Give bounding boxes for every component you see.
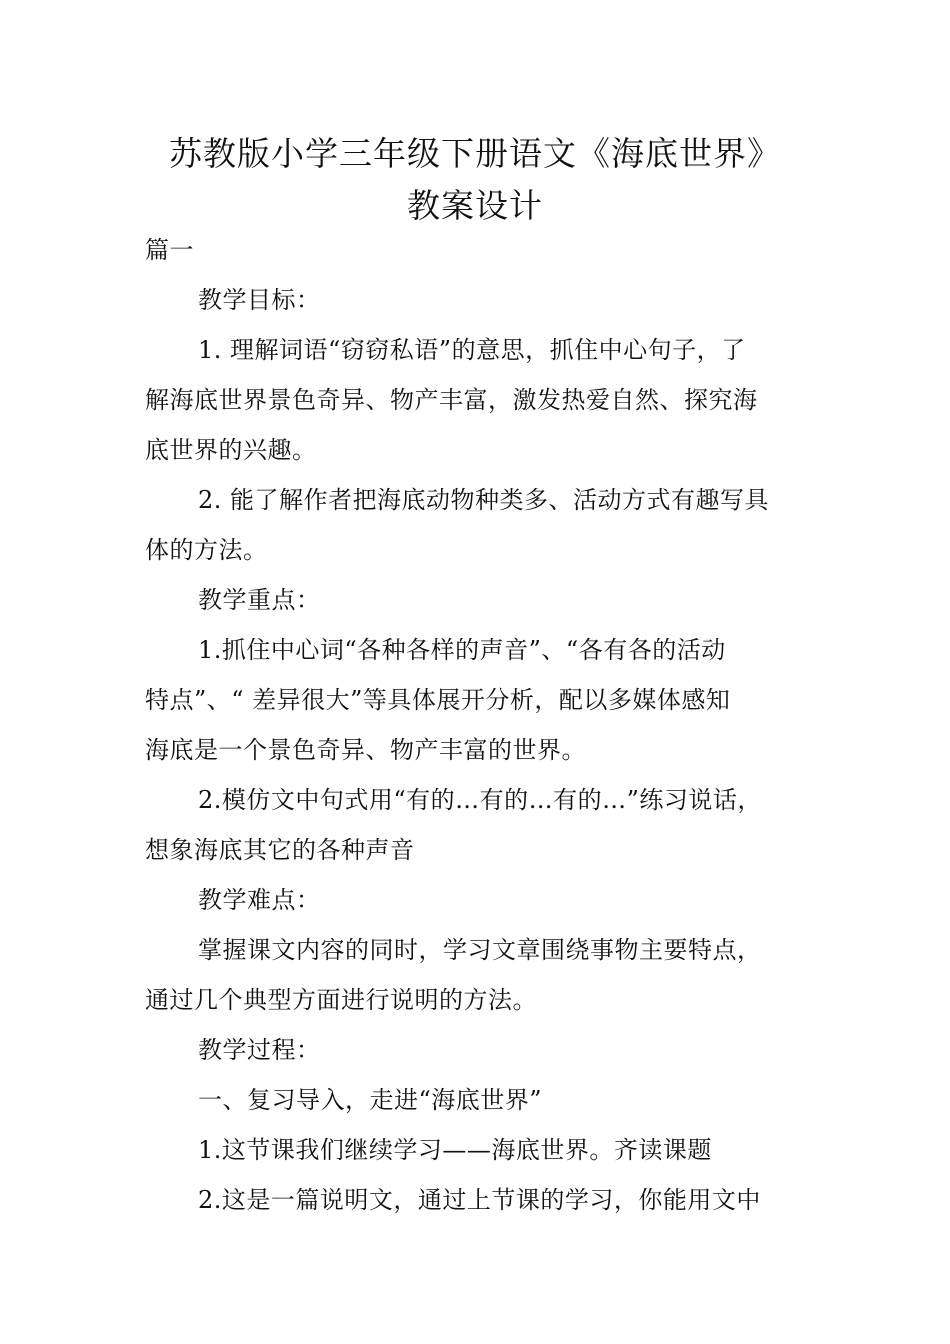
- section-heading: 篇一: [145, 236, 194, 264]
- goals-heading: 教学目标：: [198, 286, 321, 314]
- process-heading: 教学过程：: [198, 1036, 321, 1064]
- document-title-line2: 教案设计: [407, 186, 543, 225]
- difficulty-heading: 教学难点：: [198, 886, 321, 914]
- paragraph-line: 1.这节课我们继续学习——海底世界。齐读课题: [198, 1136, 712, 1164]
- paragraph-line: 想象海底其它的各种声音: [145, 836, 415, 864]
- paragraph-line: 特点”、“ 差异很大”等具体展开分析，配以多媒体感知: [145, 686, 731, 714]
- paragraph-line: 1. 理解词语“窃窃私语”的意思，抓住中心句子，了: [198, 336, 746, 364]
- key-points-heading: 教学重点：: [198, 586, 321, 614]
- step-heading: 一、复习导入，走进“海底世界”: [198, 1086, 543, 1114]
- paragraph-line: 通过几个典型方面进行说明的方法。: [145, 986, 537, 1014]
- paragraph-line: 掌握课文内容的同时，学习文章围绕事物主要特点，: [198, 936, 762, 964]
- paragraph-line: 海底是一个景色奇异、物产丰富的世界。: [145, 736, 586, 764]
- paragraph-line: 底世界的兴趣。: [145, 436, 317, 464]
- paragraph-line: 体的方法。: [145, 536, 268, 564]
- paragraph-line: 2. 能了解作者把海底动物种类多、活动方式有趣写具: [198, 486, 770, 514]
- document-title-line1: 苏教版小学三年级下册语文《海底世界》: [169, 134, 781, 173]
- paragraph-line: 2.这是一篇说明文，通过上节课的学习，你能用文中: [198, 1186, 761, 1214]
- paragraph-line: 2.模仿文中句式用“有的…有的…有的…”练习说话，: [198, 786, 762, 814]
- paragraph-line: 解海底世界景色奇异、物产丰富，激发热爱自然、探究海: [145, 386, 758, 414]
- paragraph-line: 1.抓住中心词“各种各样的声音”、“各有各的活动: [198, 636, 726, 664]
